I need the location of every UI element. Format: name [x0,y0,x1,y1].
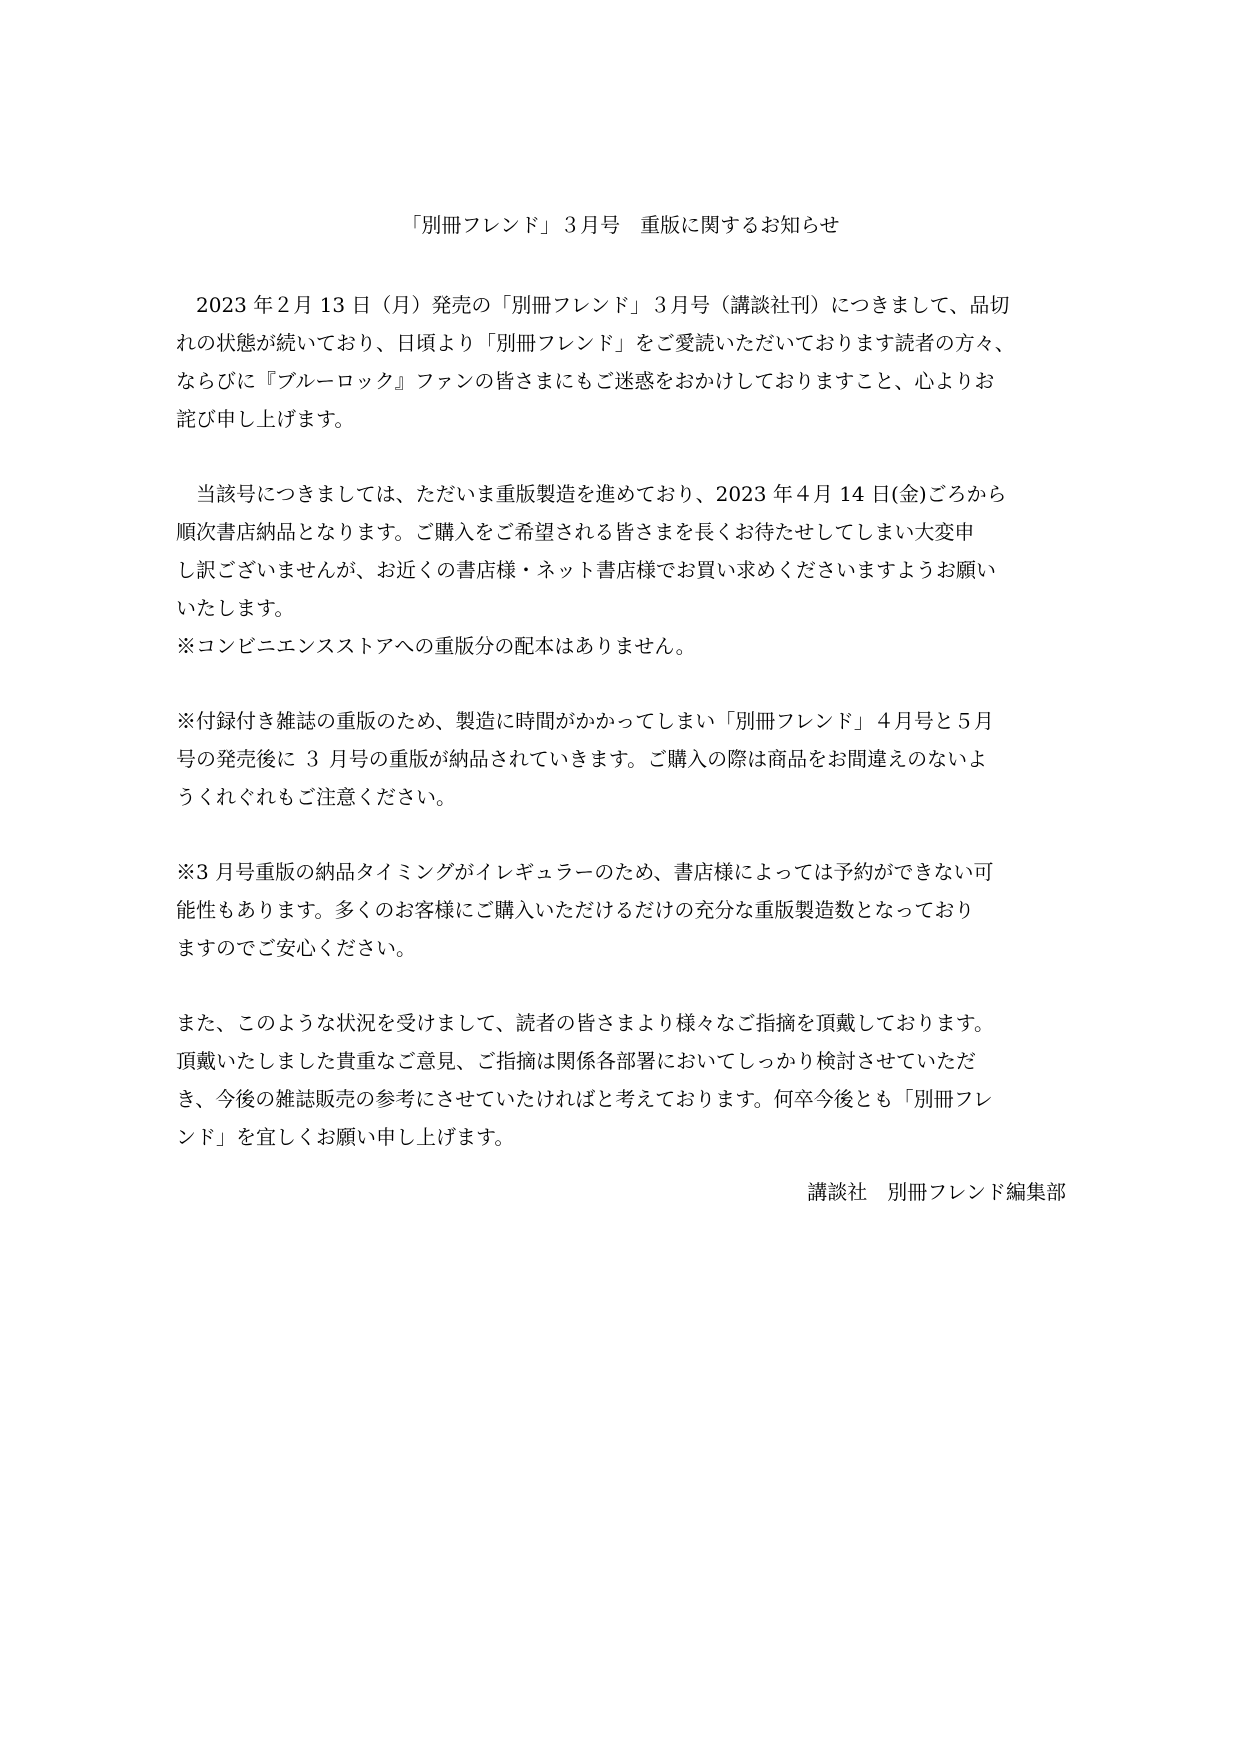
signature: 講談社 別冊フレンド編集部 [807,1180,1066,1204]
paragraph-5-line-3: き、今後の雑誌販売の参考にさせていたければと考えております。何卒今後とも「別冊フレ [176,1087,993,1111]
paragraph-1-line-4: 詫び申し上げます。 [176,407,355,431]
paragraph-3-line-1: ※付録付き雑誌の重版のため、製造に時間がかかってしまい「別冊フレンド」４月号と５月 [176,709,994,733]
document-title: 「別冊フレンド」３月号 重版に関するお知らせ [401,213,840,237]
paragraph-3-line-3: うくれぐれもご注意ください。 [176,785,456,809]
paragraph-4-line-2: 能性もあります。多くのお客様にご購入いただけるだけの充分な重版製造数となっており [176,898,975,922]
paragraph-1-line-3: ならびに『ブルーロック』ファンの皆さまにもご迷惑をおかけしておりますこと、心よりお [176,369,995,393]
paragraph-2-line-5: ※コンビニエンスストアへの重版分の配本はありません。 [176,634,696,658]
paragraph-1-line-2: れの状態が続いており、日頃より「別冊フレンド」をご愛読いただいております読者の方々、 [176,331,1015,355]
paragraph-5-line-1: また、このような状況を受けまして、読者の皆さまより様々なご指摘を頂戴しております。 [176,1011,994,1035]
paragraph-2-line-1: 当該号につきましては、ただいま重版製造を進めており、2023 年４月 14 日(金)ごろから [176,482,1007,506]
paragraph-4-line-3: ますのでご安心ください。 [176,936,416,960]
paragraph-5-line-4: ンド」を宜しくお願い申し上げます。 [176,1125,515,1149]
paragraph-4-line-1: ※3 月号重版の納品タイミングがイレギュラーのため、書店様によっては予約ができない可 [176,860,994,884]
paragraph-1-line-1: 2023 年２月 13 日（月）発売の「別冊フレンド」３月号（講談社刊）につきまして、品切 [176,293,1010,317]
paragraph-2-line-2: 順次書店納品となります。ご購入をご希望される皆さまを長くお待たせしてしまい大変申 [176,520,975,544]
paragraph-2-line-4: いたします。 [176,596,295,620]
paragraph-3-line-2: 号の発売後に ３ 月号の重版が納品されていきます。ご購入の際は商品をお間違えのないよ [176,747,988,771]
paragraph-5-line-2: 頂戴いたしました貴重なご意見、ご指摘は関係各部署においてしっかり検討させていただ [176,1049,976,1073]
paragraph-2-line-3: し訳ございませんが、お近くの書店様・ネット書店様でお買い求めくださいますようお願い [176,558,996,582]
